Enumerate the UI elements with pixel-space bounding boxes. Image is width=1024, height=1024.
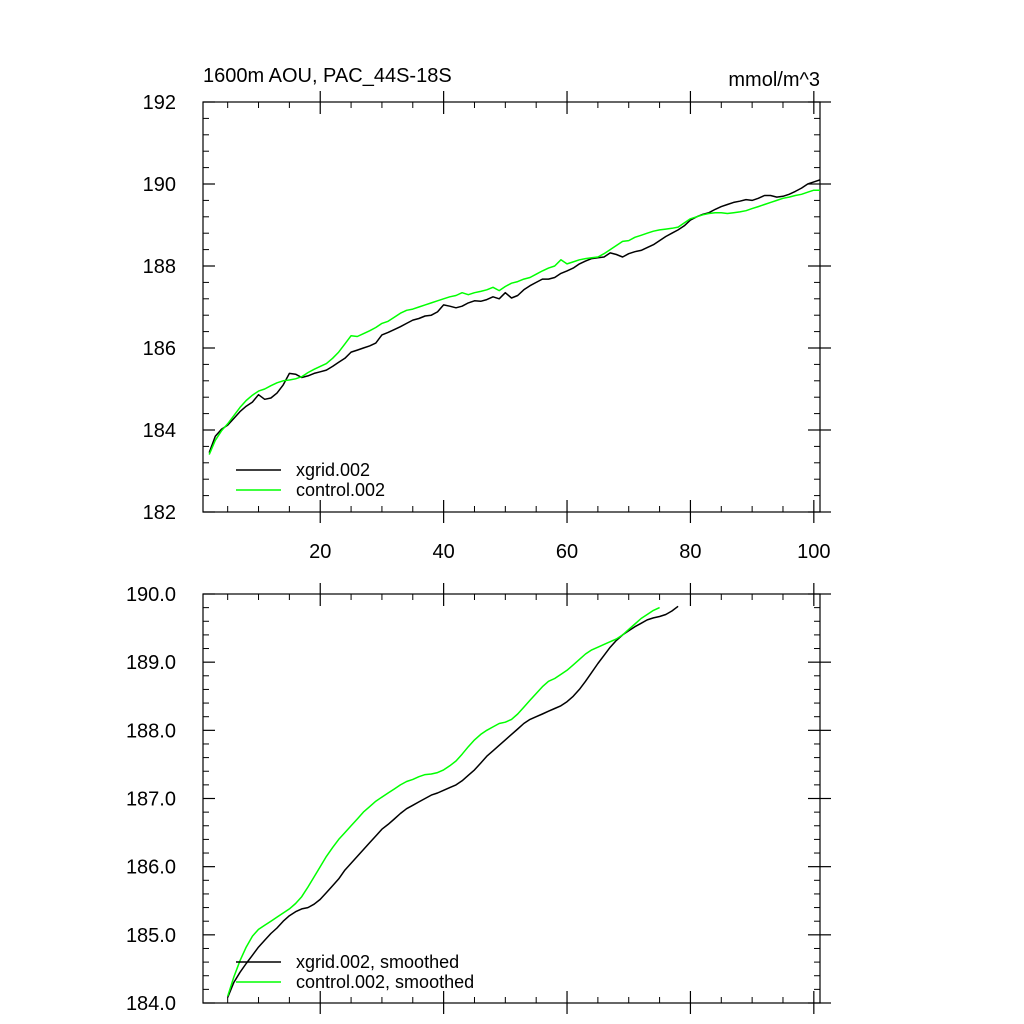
y-tick-label: 184.0 (125, 993, 176, 1015)
legend-label: xgrid.002, smoothed (296, 952, 460, 972)
top-panel (143, 65, 831, 563)
x-tick-label: 20 (309, 541, 332, 563)
series-line (228, 608, 660, 997)
y-tick-label: 182 (142, 502, 176, 524)
x-tick-label: 40 (432, 541, 455, 563)
y-tick-label: 192 (142, 92, 176, 114)
bottom-panel (126, 583, 831, 1015)
y-tick-label: 186.0 (125, 856, 176, 879)
y-tick-label: 188 (142, 256, 176, 278)
plot-frame (203, 102, 820, 512)
y-tick-label: 187.0 (125, 788, 176, 811)
legend-label: control.002 (296, 480, 386, 500)
y-tick-label: 186 (142, 338, 176, 360)
y-tick-label: 189.0 (125, 652, 176, 675)
chart-title: 1600m AOU, PAC_44S-18S (203, 65, 452, 87)
y-tick-label: 184 (142, 420, 176, 442)
y-tick-label: 188.0 (125, 720, 176, 743)
x-tick-label: 100 (797, 541, 831, 563)
y-tick-label: 185.0 (125, 924, 176, 947)
units-label: mmol/m^3 (728, 69, 820, 91)
x-tick-label: 60 (555, 541, 579, 563)
series-line (209, 190, 820, 454)
plot-frame (203, 594, 820, 1003)
x-tick-label: 80 (679, 541, 702, 563)
series-line (228, 606, 678, 997)
y-tick-label: 190 (142, 174, 176, 196)
legend-label: xgrid.002 (296, 460, 371, 480)
legend-label: control.002, smoothed (296, 972, 475, 992)
series-line (209, 180, 820, 453)
y-tick-label: 190.0 (125, 584, 176, 606)
